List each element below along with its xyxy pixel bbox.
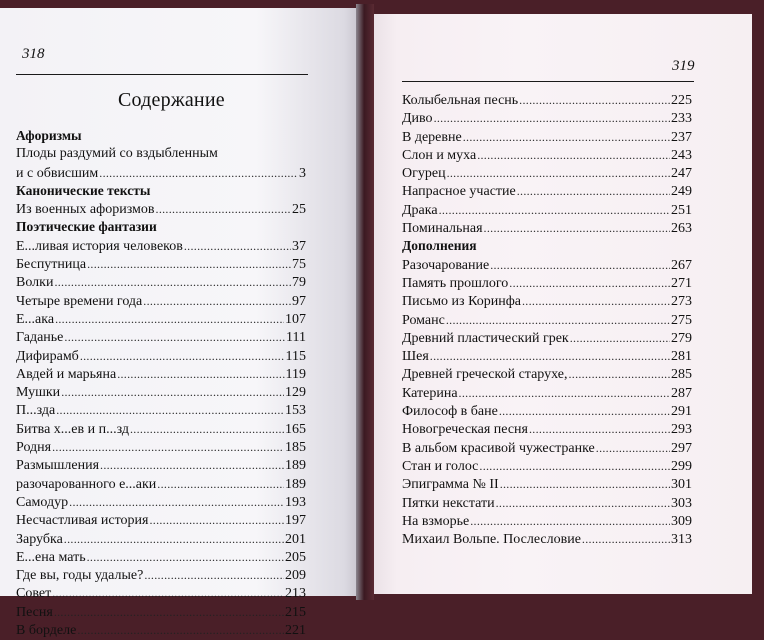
toc-page-number: 279 <box>671 330 692 346</box>
toc-entry-title: Дифирамб <box>16 348 79 364</box>
toc-page-number: 291 <box>671 404 692 420</box>
toc-page-number: 165 <box>285 421 306 437</box>
toc-entry-title: Философ в бане <box>402 404 498 420</box>
toc-entry-title: Где вы, годы удалые? <box>16 568 144 584</box>
toc-leader-dots <box>143 292 291 310</box>
toc-entry <box>402 402 692 420</box>
toc-leader-dots <box>117 365 284 383</box>
toc-entry-title: Романс <box>402 312 445 328</box>
toc-entry-title: Стан и голос <box>402 458 479 474</box>
toc-entry-title: Поэтические фантазии <box>16 219 157 235</box>
toc-entry-title: Поминальная <box>402 221 483 237</box>
toc-leader-dots <box>69 493 284 511</box>
toc-entry <box>402 512 692 530</box>
toc-entry-title: Канонические тексты <box>16 182 151 198</box>
toc-page-number: 301 <box>671 477 692 493</box>
toc-entry-title: Беспутница <box>16 257 87 273</box>
toc-leader-dots <box>434 109 670 127</box>
toc-leader-dots <box>54 603 284 621</box>
toc-entry <box>16 401 306 419</box>
toc-page-number: 287 <box>671 385 692 401</box>
toc-entry <box>16 164 306 182</box>
page-title: Содержание <box>118 89 225 111</box>
toc-entry-title: разочарованного е...аки <box>16 476 157 492</box>
right-header-rule <box>402 81 694 82</box>
toc-entry-title: П...зда <box>16 403 56 419</box>
toc-section-heading <box>402 237 692 255</box>
toc-entry-title: Плоды раздумий со вздыбленным <box>16 146 218 162</box>
toc-page-number: 97 <box>292 293 306 309</box>
toc-page-number: 267 <box>671 257 692 273</box>
toc-entry-title: Родня <box>16 440 52 456</box>
toc-entry-title: Слон и муха <box>402 147 477 163</box>
toc-entry <box>402 182 692 200</box>
toc-entry-title: В деревне <box>402 129 462 145</box>
toc-page-number: 119 <box>285 366 306 382</box>
toc-entry <box>16 475 306 493</box>
toc-page-number: 243 <box>671 147 692 163</box>
toc-entry <box>16 365 306 383</box>
toc-page-number: 303 <box>671 495 692 511</box>
toc-entry <box>402 164 692 182</box>
toc-entry <box>402 420 692 438</box>
toc-leader-dots <box>87 255 291 273</box>
toc-page-number: 309 <box>671 513 692 529</box>
toc-page-number: 313 <box>671 532 692 548</box>
toc-page-number: 281 <box>671 349 692 365</box>
toc-page-number: 153 <box>285 403 306 419</box>
toc-entry <box>402 292 692 310</box>
toc-entry-title: Песня <box>16 604 53 620</box>
toc-leader-dots <box>463 128 670 146</box>
toc-entry-title: Письмо из Коринфа <box>402 294 521 310</box>
toc-leader-dots <box>80 347 285 365</box>
toc-leader-dots <box>500 475 670 493</box>
toc-entry <box>402 530 692 548</box>
toc-entry <box>402 347 692 365</box>
toc-entry <box>16 493 306 511</box>
toc-entry <box>16 255 306 273</box>
toc-entry-title: В альбом красивой чужестранке <box>402 440 595 456</box>
toc-entry <box>16 566 306 584</box>
book-gutter <box>356 4 374 600</box>
toc-entry <box>402 146 692 164</box>
toc-leader-dots <box>447 164 670 182</box>
toc-entry-title: Диво <box>402 111 433 127</box>
toc-entry <box>16 328 306 346</box>
toc-page-number: 111 <box>286 330 306 346</box>
toc-page-number: 293 <box>671 422 692 438</box>
toc-entry-title: Шея <box>402 349 429 365</box>
toc-page-number: 201 <box>285 531 306 547</box>
toc-leader-dots <box>446 311 670 329</box>
right-page-number: 319 <box>672 58 695 74</box>
toc-leader-dots <box>184 237 291 255</box>
toc-leader-dots <box>64 328 285 346</box>
toc-entry-title: Новогреческая песня <box>402 422 528 438</box>
toc-page-number: 197 <box>285 513 306 529</box>
toc-entry-title: Из военных афоризмов <box>16 202 155 218</box>
toc-leader-dots <box>529 420 670 438</box>
toc-section-heading <box>16 182 306 200</box>
toc-page-number: 107 <box>285 311 306 327</box>
toc-entry-title: Е...ена мать <box>16 549 86 565</box>
toc-leader-dots <box>477 146 670 164</box>
toc-entry-title: Размышления <box>16 458 100 474</box>
toc-page-number: 221 <box>285 623 306 639</box>
toc-entry <box>402 457 692 475</box>
toc-entry-title: Афоризмы <box>16 128 82 143</box>
toc-leader-dots <box>77 621 284 639</box>
toc-entry-title: Самодур <box>16 494 69 510</box>
toc-leader-dots <box>582 530 670 548</box>
toc-entry-title: Гаданье <box>16 330 64 346</box>
toc-page-number: 271 <box>671 275 692 291</box>
toc-entry <box>402 365 692 383</box>
toc-page-number: 251 <box>671 202 692 218</box>
toc-entry <box>16 420 306 438</box>
toc-leader-dots <box>156 200 291 218</box>
toc-leader-dots <box>149 511 284 529</box>
toc-leader-dots <box>54 273 291 291</box>
toc-page-number: 215 <box>285 604 306 620</box>
toc-entry <box>16 438 306 456</box>
toc-entry-title: Древней греческой старухе, <box>402 367 568 383</box>
toc-entry <box>402 109 692 127</box>
toc-entry-title: Волки <box>16 275 54 291</box>
toc-entry-title: и с обвисшим <box>16 165 99 181</box>
toc-page-number: 263 <box>671 221 692 237</box>
toc-entry <box>16 383 306 401</box>
toc-leader-dots <box>509 274 670 292</box>
toc-leader-dots <box>522 292 670 310</box>
toc-page-number: 79 <box>292 275 306 291</box>
toc-leader-dots <box>470 512 670 530</box>
toc-leader-dots <box>100 456 284 474</box>
toc-leader-dots <box>61 383 284 401</box>
toc-page-number: 299 <box>671 458 692 474</box>
toc-entry <box>402 128 692 146</box>
toc-entry <box>16 530 306 548</box>
toc-entry <box>402 439 692 457</box>
toc-page-number: 237 <box>671 129 692 145</box>
toc-leader-dots <box>99 164 298 182</box>
toc-entry <box>16 621 306 639</box>
toc-entry-title: Дополнения <box>402 238 477 254</box>
toc-page-number: 205 <box>285 549 306 565</box>
toc-leader-dots <box>517 182 670 200</box>
toc-entry <box>16 145 306 163</box>
toc-entry-title: Зарубка <box>16 531 63 547</box>
toc-entry <box>402 494 692 512</box>
toc-entry <box>402 311 692 329</box>
toc-entry-title: Михаил Вольпе. Послесловие <box>402 532 581 548</box>
toc-leader-dots <box>157 475 284 493</box>
toc-page-number: 129 <box>285 385 306 401</box>
toc-entry-title: Разочарование <box>402 257 490 273</box>
toc-entry <box>402 384 692 402</box>
toc-entry-title: Битва х...ев и п...зд <box>16 421 129 437</box>
toc-page-number: 297 <box>671 440 692 456</box>
toc-leader-dots <box>430 347 670 365</box>
toc-leader-dots <box>499 402 670 420</box>
toc-entry-title: На взморье <box>402 513 470 529</box>
toc-page-number: 275 <box>671 312 692 328</box>
toc-page-number: 273 <box>671 294 692 310</box>
toc-entry <box>402 256 692 274</box>
toc-page-number: 233 <box>671 111 692 127</box>
toc-leader-dots <box>52 438 284 456</box>
toc-page-number: 189 <box>285 458 306 474</box>
toc-entry-title: Пятки некстати <box>402 495 495 511</box>
toc-entry-title: Четыре времени года <box>16 293 143 309</box>
toc-page-number: 75 <box>292 257 306 273</box>
toc-leader-dots <box>568 365 670 383</box>
toc-leader-dots <box>596 439 670 457</box>
toc-leader-dots <box>64 530 284 548</box>
toc-entry <box>16 456 306 474</box>
toc-left-list <box>16 127 306 639</box>
toc-entry-title: Огурец <box>402 166 446 182</box>
toc-page-number: 3 <box>299 165 306 181</box>
toc-page-number: 247 <box>671 166 692 182</box>
toc-entry <box>16 511 306 529</box>
toc-entry <box>402 91 692 109</box>
toc-page-number: 25 <box>292 202 306 218</box>
toc-entry <box>402 475 692 493</box>
toc-page-number: 209 <box>285 568 306 584</box>
toc-entry <box>16 237 306 255</box>
toc-page-number: 115 <box>285 348 306 364</box>
toc-page-number: 37 <box>292 238 306 254</box>
toc-entry <box>16 292 306 310</box>
toc-section-heading <box>16 127 306 145</box>
toc-right-list <box>402 91 692 548</box>
toc-entry <box>16 273 306 291</box>
toc-leader-dots <box>144 566 284 584</box>
toc-entry <box>402 329 692 347</box>
toc-leader-dots <box>87 548 284 566</box>
toc-entry <box>402 219 692 237</box>
toc-page-number: 285 <box>671 367 692 383</box>
toc-entry <box>16 603 306 621</box>
toc-entry-title: Эпиграмма № II <box>402 477 499 493</box>
toc-entry-title: Авдей и марьяна <box>16 366 117 382</box>
left-header-rule <box>16 74 308 75</box>
toc-entry-title: Катерина <box>402 385 458 401</box>
toc-entry-title: Е...ака <box>16 311 55 327</box>
toc-entry-title: Древний пластический грек <box>402 330 569 346</box>
toc-entry-title: В борделе <box>16 623 77 639</box>
toc-leader-dots <box>519 91 670 109</box>
toc-entry <box>402 274 692 292</box>
toc-page-number: 225 <box>671 93 692 108</box>
toc-entry <box>402 201 692 219</box>
toc-page-number: 185 <box>285 440 306 456</box>
toc-leader-dots <box>570 329 670 347</box>
toc-leader-dots <box>55 310 284 328</box>
toc-entry-title: Е...ливая история человеков <box>16 238 183 254</box>
toc-leader-dots <box>439 201 670 219</box>
toc-page-number: 249 <box>671 184 692 200</box>
toc-entry <box>16 200 306 218</box>
toc-entry-title: Совет <box>16 586 52 602</box>
toc-entry-title: Мушки <box>16 385 61 401</box>
toc-page-number: 193 <box>285 494 306 510</box>
toc-entry <box>16 310 306 328</box>
toc-leader-dots <box>459 384 670 402</box>
left-page-number: 318 <box>22 46 45 62</box>
toc-leader-dots <box>56 401 284 419</box>
toc-section-heading <box>16 218 306 236</box>
toc-leader-dots <box>496 494 670 512</box>
toc-entry-title: Память прошлого <box>402 275 509 291</box>
toc-entry <box>16 347 306 365</box>
toc-leader-dots <box>490 256 670 274</box>
toc-leader-dots <box>479 457 670 475</box>
toc-entry-title: Колыбельная песнь <box>402 93 519 108</box>
toc-entry-title: Драка <box>402 202 438 218</box>
toc-page-number: 213 <box>285 586 306 602</box>
toc-leader-dots <box>484 219 670 237</box>
toc-page-number: 189 <box>285 476 306 492</box>
toc-entry-title: Несчастливая история <box>16 513 149 529</box>
toc-entry <box>16 548 306 566</box>
toc-leader-dots <box>130 420 284 438</box>
toc-entry-title: Напрасное участие <box>402 184 516 200</box>
